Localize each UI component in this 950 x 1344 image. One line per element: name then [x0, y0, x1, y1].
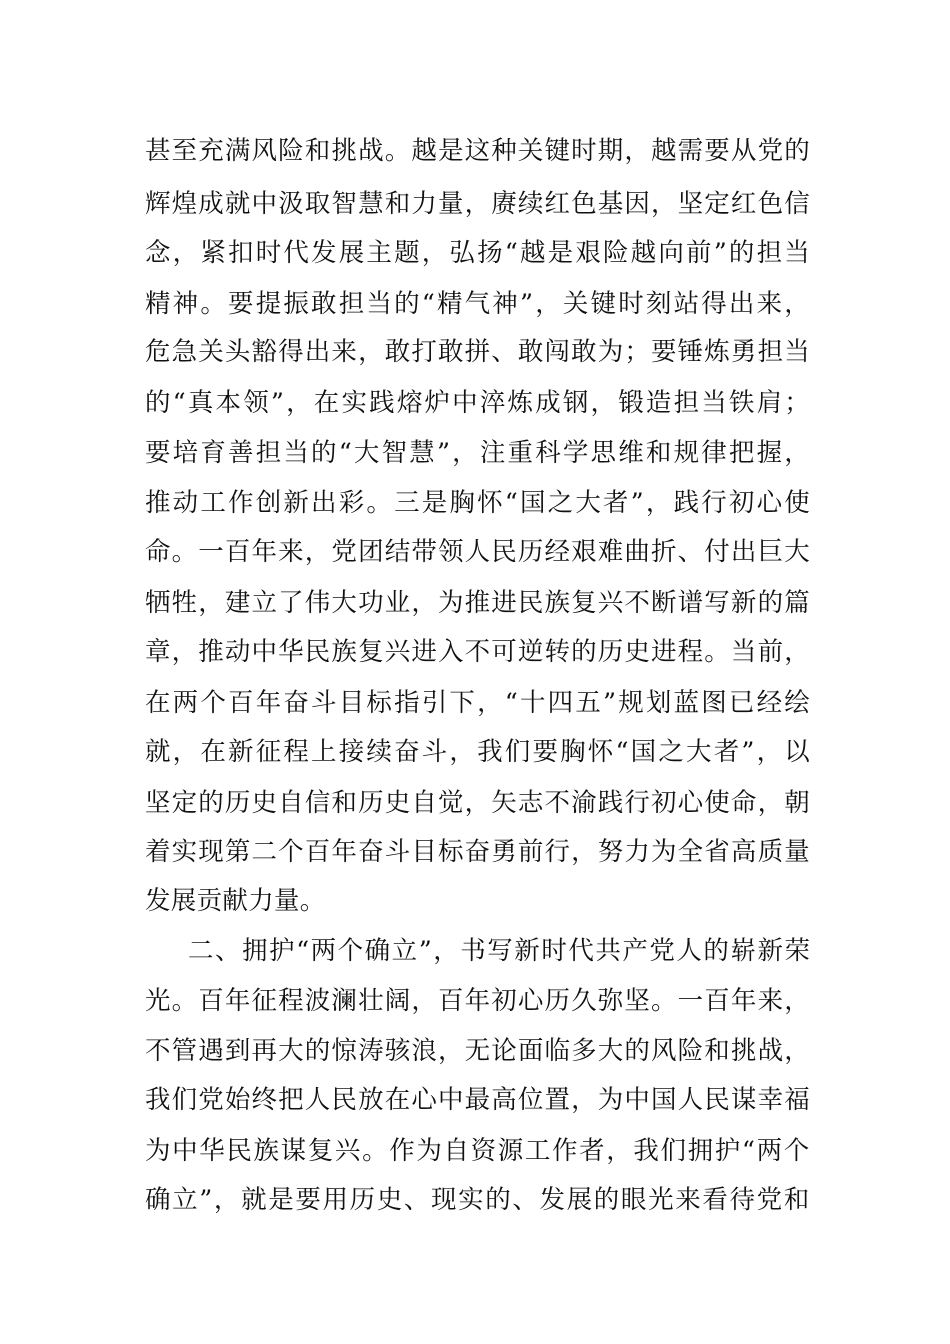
text-line: 着实现第二个百年奋斗目标奋勇前行，努力为全省高质量 — [145, 837, 811, 867]
text-line: 牺牲，建立了伟大功业，为推进民族复兴不断谱写新的篇 — [145, 588, 811, 618]
text-line: 的“真本领”，在实践熔炉中淬炼成钢，锻造担当铁肩； — [145, 388, 812, 418]
text-line: 为中华民族谋复兴。作为自资源工作者，我们拥护“两个 — [145, 1136, 811, 1166]
text-line: 危急关头豁得出来，敢打敢拼、敢闯敢为；要锤炼勇担当 — [145, 337, 811, 367]
text-line: 确立”，就是要用历史、现实的、发展的眼光来看待党和 — [145, 1185, 811, 1215]
text-line: 坚定的历史自信和历史自觉，矢志不渝践行初心使命，朝 — [145, 788, 811, 818]
text-line: 光。百年征程波澜壮阔，百年初心历久弥坚。一百年来， — [145, 986, 811, 1016]
text-line: 甚至充满风险和挑战。越是这种关键时期，越需要从党的 — [145, 136, 811, 166]
text-line: 念，紧扣时代发展主题，弘扬“越是艰险越向前”的担当 — [145, 238, 812, 268]
section-heading-line: 二、拥护“两个确立”，书写新时代共产党人的崭新荣 — [188, 936, 812, 966]
text-line: 推动工作创新出彩。三是胸怀“国之大者”，践行初心使 — [145, 488, 812, 518]
text-line: 发展贡献力量。 — [145, 886, 326, 916]
text-line: 不管遇到再大的惊涛骇浪，无论面临多大的风险和挑战， — [145, 1036, 811, 1066]
text-line: 章，推动中华民族复兴进入不可逆转的历史进程。当前， — [145, 637, 811, 667]
text-line: 命。一百年来，党团结带领人民历经艰难曲折、付出巨大 — [145, 537, 811, 567]
text-line: 我们党始终把人民放在心中最高位置，为中国人民谋幸福 — [145, 1085, 811, 1115]
text-line: 在两个百年奋斗目标指引下，“十四五”规划蓝图已经绘 — [145, 688, 812, 718]
text-line: 要培育善担当的“大智慧”，注重科学思维和规律把握， — [145, 438, 812, 468]
text-line: 精神。要提振敢担当的“精气神”，关键时刻站得出来， — [145, 289, 812, 319]
text-line: 辉煌成就中汲取智慧和力量，赓续红色基因，坚定红色信 — [145, 189, 811, 219]
text-line: 就，在新征程上接续奋斗，我们要胸怀“国之大者”，以 — [145, 737, 812, 767]
